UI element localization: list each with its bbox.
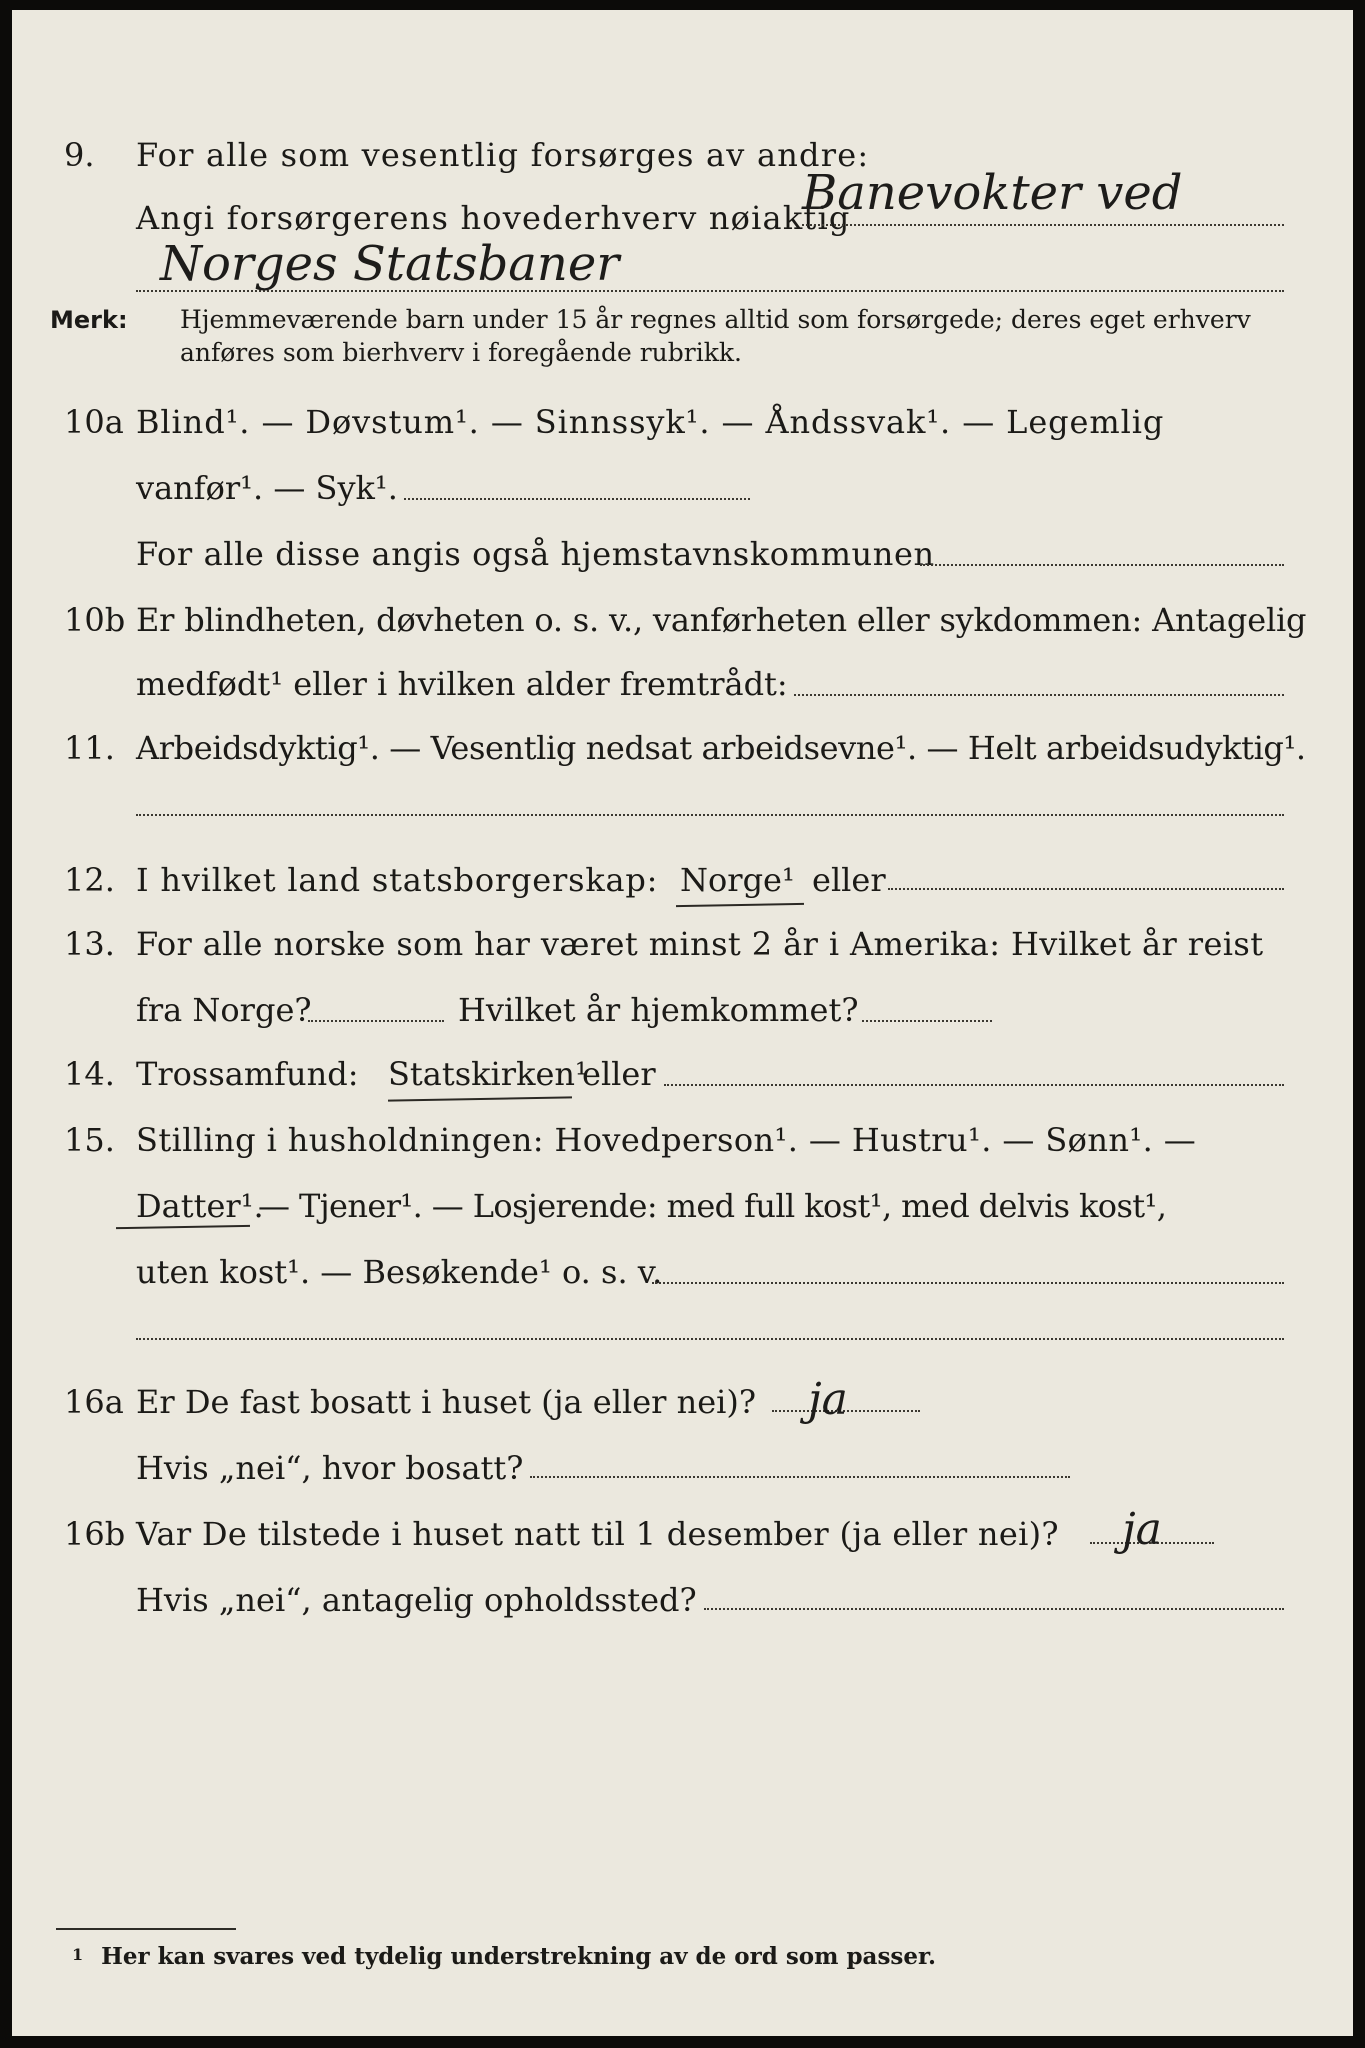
q11-number: 11.	[64, 729, 115, 767]
q10b-answer-line	[794, 694, 1284, 696]
q9-text-2: Angi forsørgerens hovederhverv nøiaktig	[136, 199, 851, 237]
q12-text-after: eller	[812, 861, 886, 899]
q9-text-1: For alle som vesentlig forsørges av andre:	[136, 136, 870, 174]
footnote-text: Her kan svares ved tydelig understrekning av de ord som passer.	[101, 1943, 936, 1970]
footnote-mark: 1	[72, 1945, 84, 1964]
q14-answer-line	[664, 1084, 1284, 1086]
q14-option-underline	[388, 1096, 572, 1101]
q12-option-underline	[676, 903, 804, 907]
q15-answer-line-2	[136, 1338, 1284, 1340]
q12-text-before: I hvilket land statsborgerskap:	[136, 861, 659, 899]
q10b-number: 10b	[64, 601, 126, 639]
q15-text-1: Stilling i husholdningen: Hovedperson¹. — Hustru¹. — Sønn¹. —	[136, 1121, 1197, 1159]
q13-text-2b: Hvilket år hjemkommet?	[458, 991, 859, 1029]
q15-text-3: uten kost¹. — Besøkende¹ o. s. v.	[136, 1253, 663, 1291]
q13-number: 13.	[64, 925, 115, 963]
q11-text-1: Arbeidsdyktig¹. — Vesentlig nedsat arbeidsevne¹. — Helt arbeidsudyktig¹.	[136, 729, 1306, 767]
q10a-answer-line-1	[404, 498, 750, 500]
q14-number: 14.	[64, 1055, 115, 1093]
footnote-rule	[56, 1928, 236, 1930]
q15-option-datter: Datter¹.	[136, 1187, 264, 1225]
q16a-answer-line-2	[530, 1476, 1070, 1478]
q12-option-norge: Norge¹	[680, 861, 795, 899]
q13-answer-line-2	[862, 1020, 992, 1022]
q9-handwritten-answer-1: Banevokter ved	[802, 165, 1183, 221]
q16b-answer-line-2	[704, 1608, 1284, 1610]
merk-label: Merk:	[50, 306, 128, 334]
q10a-text-1: Blind¹. — Døvstum¹. — Sinnssyk¹. — Åndssvak¹. — Legemlig	[136, 403, 1165, 441]
q9-answer-line-1	[802, 224, 1284, 226]
q10b-text-2: medfødt¹ eller i hvilken alder fremtrådt:	[136, 665, 788, 703]
q10b-text-1: Er blindheten, døvheten o. s. v., vanførheten eller sykdommen: Antagelig	[136, 601, 1307, 639]
q10a-answer-line-2	[920, 564, 1284, 566]
q13-answer-line-1	[308, 1020, 444, 1022]
q9-number: 9.	[64, 136, 95, 174]
q10a-text-2: vanfør¹. — Syk¹.	[136, 469, 398, 507]
q11-answer-line	[136, 814, 1284, 816]
q15-text-2: — Tjener¹. — Losjerende: med full kost¹, med delvis kost¹,	[258, 1187, 1167, 1225]
q9-handwritten-answer-2: Norges Statsbaner	[160, 236, 620, 292]
q16b-handwritten-answer: ja	[1122, 1504, 1162, 1555]
q15-answer-line-1	[652, 1282, 1284, 1284]
merk-text-1: Hjemmeværende barn under 15 år regnes alltid som forsørgede; deres eget erhverv	[180, 305, 1251, 334]
q16b-text-1: Var De tilstede i huset natt til 1 desember (ja eller nei)?	[136, 1515, 1059, 1553]
q12-answer-line	[888, 888, 1284, 890]
footnote	[72, 1942, 936, 1974]
q10a-number: 10a	[64, 403, 124, 441]
q15-number: 15.	[64, 1121, 115, 1159]
q14-text-before: Trossamfund:	[136, 1055, 359, 1093]
q14-text-after: eller	[582, 1055, 656, 1093]
q16a-text-2: Hvis „nei“, hvor bosatt?	[136, 1449, 524, 1487]
q14-option-statskirken: Statskirken¹	[388, 1055, 588, 1093]
q16b-text-2: Hvis „nei“, antagelig opholdssted?	[136, 1581, 697, 1619]
q13-text-2a: fra Norge?	[136, 991, 312, 1029]
census-form-page	[12, 10, 1353, 2036]
q12-number: 12.	[64, 861, 115, 899]
q16a-number: 16a	[64, 1383, 124, 1421]
q13-text-1: For alle norske som har været minst 2 år i Amerika: Hvilket år reist	[136, 925, 1264, 963]
q16a-handwritten-answer: ja	[808, 1374, 848, 1425]
q10a-text-3: For alle disse angis også hjemstavnskommunen	[136, 535, 935, 573]
q16b-number: 16b	[64, 1515, 126, 1553]
merk-text-2: anføres som bierhverv i foregående rubrikk.	[180, 338, 742, 367]
q16a-text-1: Er De fast bosatt i huset (ja eller nei)?	[136, 1383, 757, 1421]
